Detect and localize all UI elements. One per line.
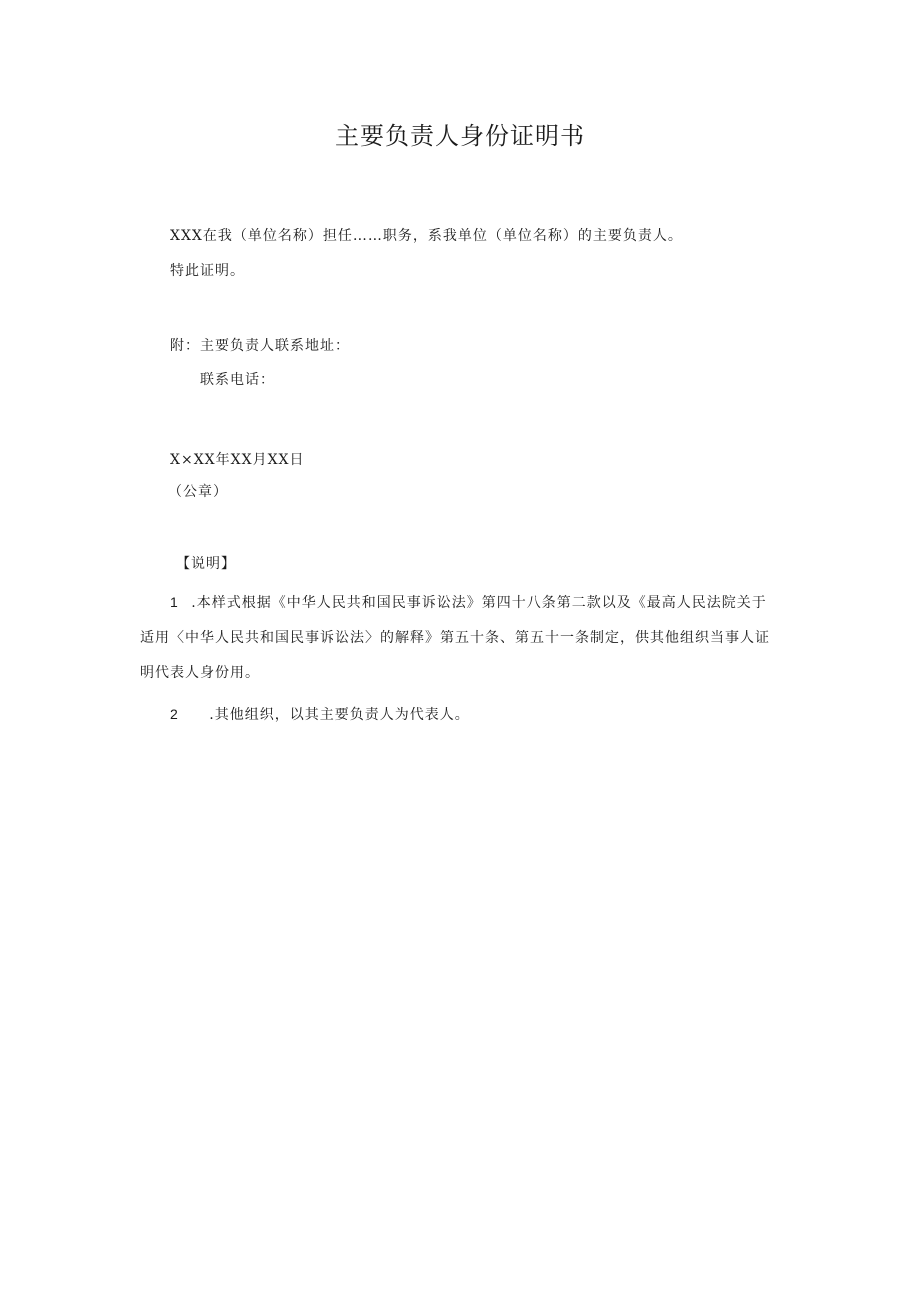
address-label: 附：主要负责人联系地址：: [170, 338, 350, 354]
note-item-2-text: .其他组织，以其主要负责人为代表人。: [209, 707, 470, 723]
document-title: 主要负责人身份证明书: [335, 122, 585, 150]
seal-label: （公章）: [168, 484, 228, 500]
statement-paragraph: XXX在我（单位名称）担任……职务，系我单位（单位名称）的主要负责人。: [170, 228, 683, 244]
note-item-2-number: 2: [170, 706, 178, 722]
note-item-1-number: 1: [170, 594, 178, 610]
certify-line: 特此证明。: [170, 263, 245, 279]
note-item-1-line-3: 明代表人身份用。: [140, 665, 260, 681]
note-item-2: [170, 704, 470, 725]
date-line: X×XX年XX月XX日: [170, 452, 305, 468]
phone-label: 联系电话：: [200, 372, 275, 388]
notes-heading: 【说明】: [176, 556, 236, 572]
note-item-1-line-1: [170, 592, 767, 613]
note-item-1-text: .本样式根据《中华人民共和国民事诉讼法》第四十八条第二款以及《最高人民法院关于: [191, 595, 767, 611]
note-item-1-line-2: 适用〈中华人民共和国民事诉讼法〉的解释》第五十条、第五十一条制定，供其他组织当事人证: [140, 630, 770, 646]
